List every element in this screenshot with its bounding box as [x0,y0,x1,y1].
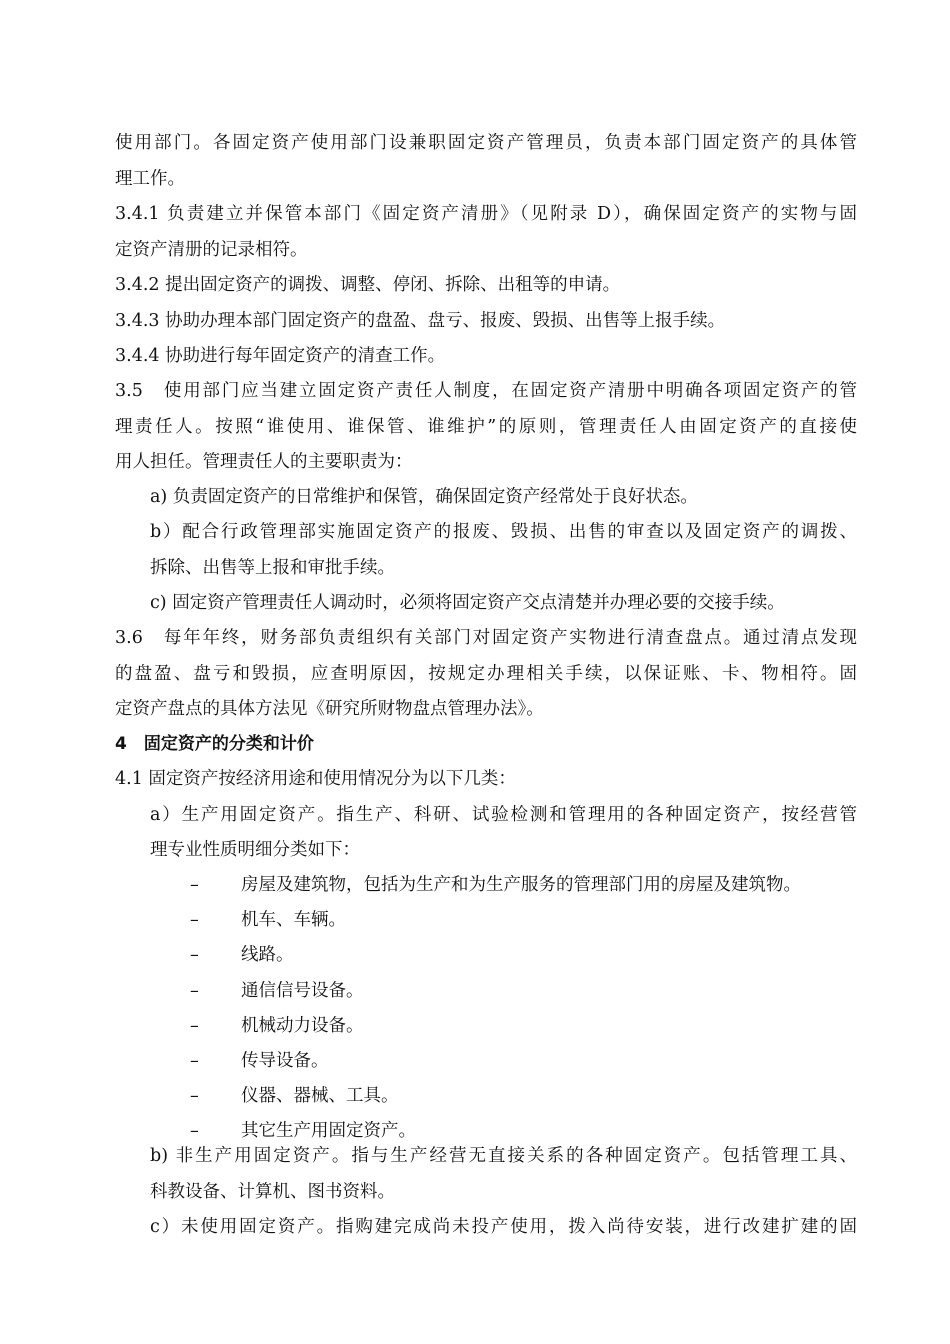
clause-3-4-1: 3.4.1 负责建立并保管本部门《固定资产清册》（见附录 D），确保固定资产的实物与固 [115,204,857,224]
paragraph-line: 用人担任。管理责任人的主要职责为： [115,452,413,472]
dash-list-item: 传导设备。 [241,1051,329,1071]
list-item-a: a) 负责固定资产的日常维护和保管，确保固定资产经常处于良好状态。 [150,487,698,507]
dash-list-item: 机车、车辆。 [241,910,346,930]
dash-bullet: – [190,1051,199,1071]
dash-list-item: 房屋及建筑物，包括为生产和为生产服务的管理部门用的房屋及建筑物。 [241,875,801,895]
clause-4-1: 4.1 固定资产按经济用途和使用情况分为以下几类： [115,769,516,789]
dash-bullet: – [190,1086,199,1106]
dash-list-item: 其它生产用固定资产。 [241,1121,416,1141]
clause-3-4-2: 3.4.2 提出固定资产的调拨、调整、停闭、拆除、出租等的申请。 [115,275,621,295]
dash-list-item: 仪器、器械、工具。 [241,1086,399,1106]
paragraph-line: 理责任人。按照“谁使用、谁保管、谁维护”的原则，管理责任人由固定资产的直接使 [115,417,857,437]
paragraph-line: 使用部门。各固定资产使用部门设兼职固定资产管理员，负责本部门固定资产的具体管 [115,133,857,153]
paragraph-line: 定资产清册的记录相符。 [115,240,308,260]
list-item-c: c) 固定资产管理责任人调动时，必须将固定资产交点清楚并办理必要的交接手续。 [150,593,785,613]
dash-bullet: – [190,910,199,930]
list-item-c: c）未使用固定资产。指购建完成尚未投产使用，拨入尚待安装，进行改建扩建的固 [150,1217,857,1237]
paragraph-line: 理专业性质明细分类如下： [150,840,360,860]
list-item-a: a）生产用固定资产。指生产、科研、试验检测和管理用的各种固定资产，按经营管 [150,805,857,825]
list-item-b: b）配合行政管理部实施固定资产的报废、毁损、出售的审查以及固定资产的调拨、 [150,522,857,542]
dash-bullet: – [190,1121,199,1141]
clause-3-4-3: 3.4.3 协助办理本部门固定资产的盘盈、盘亏、报废、毁损、出售等上报手续。 [115,311,726,331]
section-heading-4: 4 固定资产的分类和计价 [115,734,314,754]
paragraph-line: 科教设备、计算机、图书资料。 [150,1182,395,1202]
dash-list-item: 线路。 [241,945,294,965]
dash-bullet: – [190,945,199,965]
dash-list-item: 通信信号设备。 [241,981,364,1001]
clause-3-4-4: 3.4.4 协助进行每年固定资产的清查工作。 [115,346,446,366]
dash-bullet: – [190,875,199,895]
dash-bullet: – [190,1016,199,1036]
paragraph-line: 的盘盈、盘亏和毁损，应查明原因，按规定办理相关手续，以保证账、卡、物相符。固 [115,664,857,684]
paragraph-line: 理工作。 [115,169,185,189]
list-item-b: b) 非生产用固定资产。指与生产经营无直接关系的各种固定资产。包括管理工具、 [150,1146,857,1166]
paragraph-line: 定资产盘点的具体方法见《研究所财物盘点管理办法》。 [115,699,544,719]
clause-3-5: 3.5 使用部门应当建立固定资产责任人制度，在固定资产清册中明确各项固定资产的管 [115,381,857,401]
dash-bullet: – [190,981,199,1001]
dash-list-item: 机械动力设备。 [241,1016,364,1036]
paragraph-line: 拆除、出售等上报和审批手续。 [150,558,395,578]
clause-3-6: 3.6 每年年终，财务部负责组织有关部门对固定资产实物进行清查盘点。通过清点发现 [115,628,857,648]
